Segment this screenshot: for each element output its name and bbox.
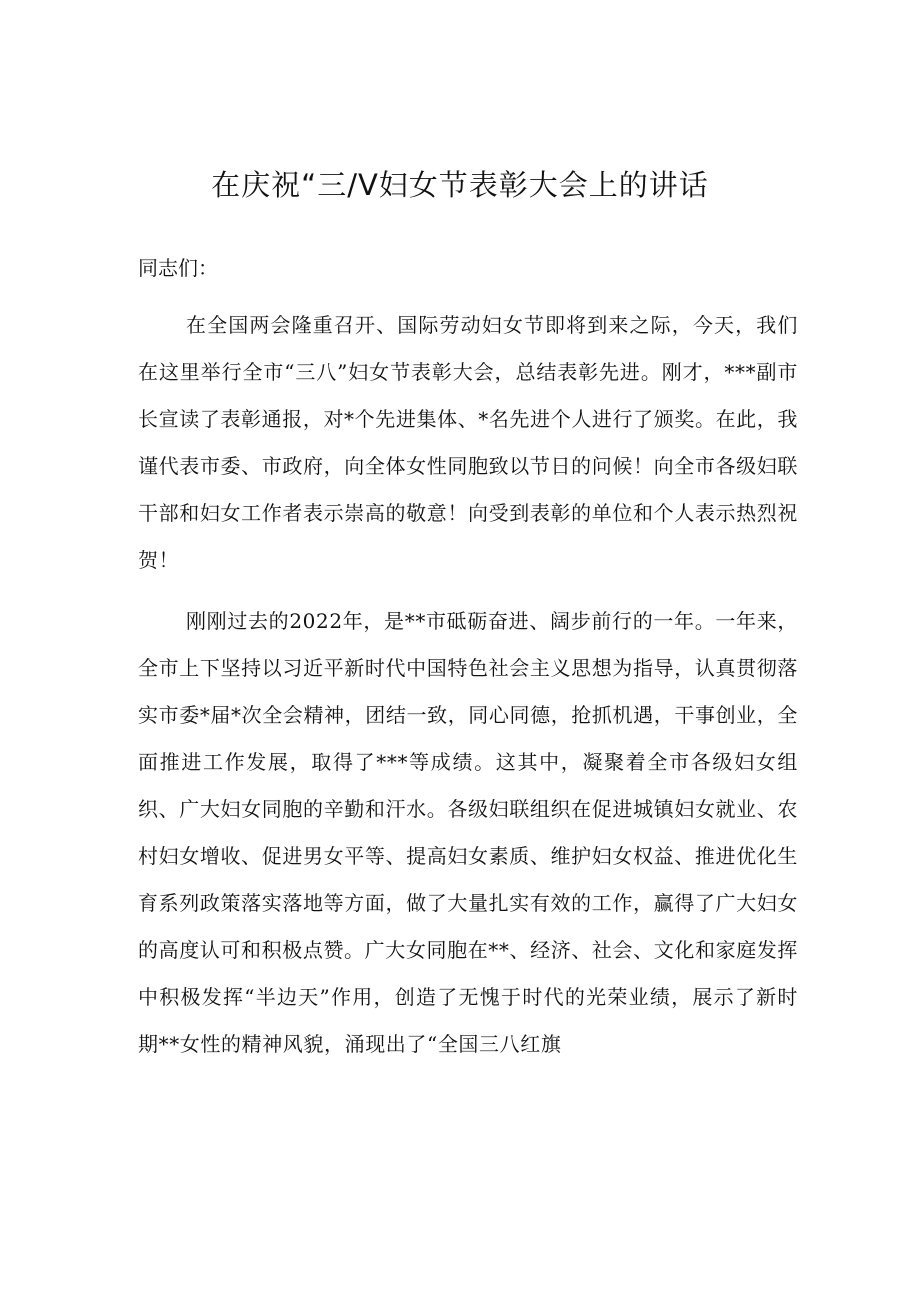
salutation: 同志们：: [138, 256, 218, 280]
paragraph-2: 刚刚过去的2022年，是**市砥砺奋进、阔步前行的一年。一年来，全市上下坚持以习近平新时代中国特色社会主义思想为指导，认真贯彻落实市委*届*次全会精神，团结一致，同心同德，抢抓机遇，干事创业，全面推进工作发展，取得了***等成绩。这其中，凝聚着全市各级妇女组织、广大妇女同胞的辛勤和汗水。各级妇联组织在促进城镇妇女就业、农村妇女增收、促进男女平等、提高妇女素质、维护妇女权益、推进优化生育系列政策落实落地等方面，做了大量扎实有效的工作，赢得了广大妇女的高度认可和积极点赞。广大女同胞在**、经济、社会、文化和家庭发挥中积极发挥“半边天”作用，创造了无愧于时代的光荣业绩，展示了新时期**女性的精神风貌，涌现出了“全国三八红旗: [138, 609, 798, 1056]
paragraph-1: 在全国两会隆重召开、国际劳动妇女节即将到来之际，今天，我们在这里举行全市“三八”妇女节表彰大会，总结表彰先进。刚才，***副市长宣读了表彰通报，对*个先进集体、*名先进个人进行了颁奖。在此，我谨代表市委、市政府，向全体女性同胞致以节日的问候！向全市各级妇联干部和妇女工作者表示崇高的敬意！向受到表彰的单位和个人表示热烈祝贺！: [138, 313, 798, 572]
document-title: 在庆祝“三/V妇女节表彰大会上的讲话: [211, 168, 709, 202]
